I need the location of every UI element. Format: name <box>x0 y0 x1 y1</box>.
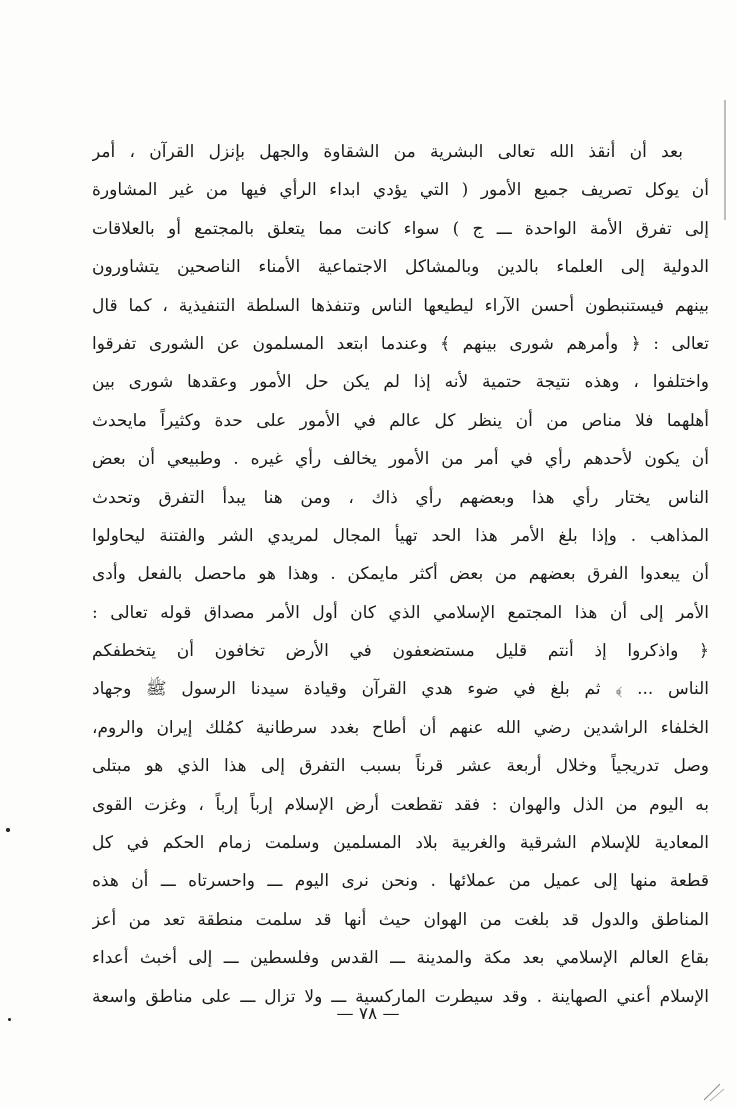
scan-speck <box>8 1018 11 1021</box>
text-line: الناس ... ﴾ ثم بلغ في ضوء هدي القرآن وقيادة سيدنا الرسول ﷺ وجهاد <box>92 679 709 700</box>
text-line: المناطق والدول قد بلغت من الهوان حيث أنها قد سلمت منطقة تعد من أعز <box>92 909 709 930</box>
text-line: المذاهب . وإذا بلغ الأمر هذا الحد تهيأ المجال لمريدي الشر والفتنة ليحاولوا <box>92 525 709 546</box>
text-line: المعادية للإسلام الشرقية والغربية بلاد المسلمين وسلمت زمام الحكم في كل <box>92 833 709 854</box>
text-line: بينهم فيستنبطون أحسن الآراء ليطيعها الناس وتنفذها السلطة التنفيذية ، كما قال <box>92 295 709 316</box>
text-line: إلى تفرق الأمة الواحدة ـــ ج ) سواء كانت مما يتعلق بالمجتمع أو بالعلاقات <box>92 218 709 239</box>
text-line: وصل تدريجياً وخلال أربعة عشر قرناً بسبب التفرق إلى هذا الذي هو مبتلى <box>92 756 709 777</box>
text-line: أهلهما فلا مناص من أن ينظر كل عالم في الأمور على حدة وكثيراً مايحدث <box>92 410 709 431</box>
text-line: أن يكون لأحدهم رأي في أمر من الأمور يخالف رأي غيره . وطبيعي أن بعض <box>92 449 709 470</box>
text-line: الأمر إلى أن هذا المجتمع الإسلامي الذي كان أول الأمر مصداق قوله تعالى : <box>92 602 709 623</box>
text-line: الخلفاء الراشدين رضي الله عنهم أن أطاح بغدد سرطانية كمُلك إيران والروم، <box>92 717 709 738</box>
scan-corner-mark <box>700 1080 726 1102</box>
text-line: الإسلام أعني الصهاينة . وقد سيطرت الماركسية ـــ ولا تزال ـــ على مناطق واسعة <box>92 986 709 1007</box>
text-line: ﴿ واذكروا إذ أنتم قليل مستضعفون في الأرض تخافون أن يتخطفكم <box>92 641 709 662</box>
text-line: قطعة منها إلى عميل من عملائها . ونحن نرى اليوم ـــ واحسرتاه ـــ أن هذه <box>92 871 709 892</box>
scan-edge-mark <box>724 100 726 220</box>
text-line: أن يبعدوا الفرق بعضهم من بعض أكثر مايمكن . وهذا هو ماحصل بالفعل وأدى <box>92 564 709 585</box>
text-line: أن يوكل تصريف جميع الأمور ( التي يؤدي ابداء الرأي فيها من غير المشاورة <box>92 180 709 201</box>
text-line: بعد أن أنقذ الله تعالى البشرية من الشقاوة والجهل بإنزل القرآن ، أمر <box>92 142 683 162</box>
page-number: — ٧٨ — <box>336 1004 400 1024</box>
text-line: تعالى : ﴿ وأمرهم شورى بينهم ﴾ وعندما ابتعد المسلمون عن الشورى تفرقوا <box>92 333 709 354</box>
body-text <box>92 133 709 1016</box>
text-line: به اليوم من الذل والهوان : فقد تقطعت أرض الإسلام إرباً إرباً ، وغزت القوى <box>92 794 709 815</box>
text-line: بقاع العالم الإسلامي بعد مكة والمدينة ـــ القدس وفلسطين ـــ إلى أخبث أعداء <box>92 948 709 969</box>
text-line: الدولية إلى العلماء بالدين وبالمشاكل الاجتماعية الأمناء الناصحين يتشاورون <box>92 257 709 278</box>
text-line: الناس يختار رأي هذا وبعضهم رأي ذاك ، ومن هنا يبدأ التفرق وتحدث <box>92 487 709 508</box>
text-line: واختلفوا ، وهذه نتيجة حتمية لأنه إذا لم يكن حل الأمور وعقدها شورى بين <box>92 372 709 393</box>
scan-speck <box>6 828 10 832</box>
